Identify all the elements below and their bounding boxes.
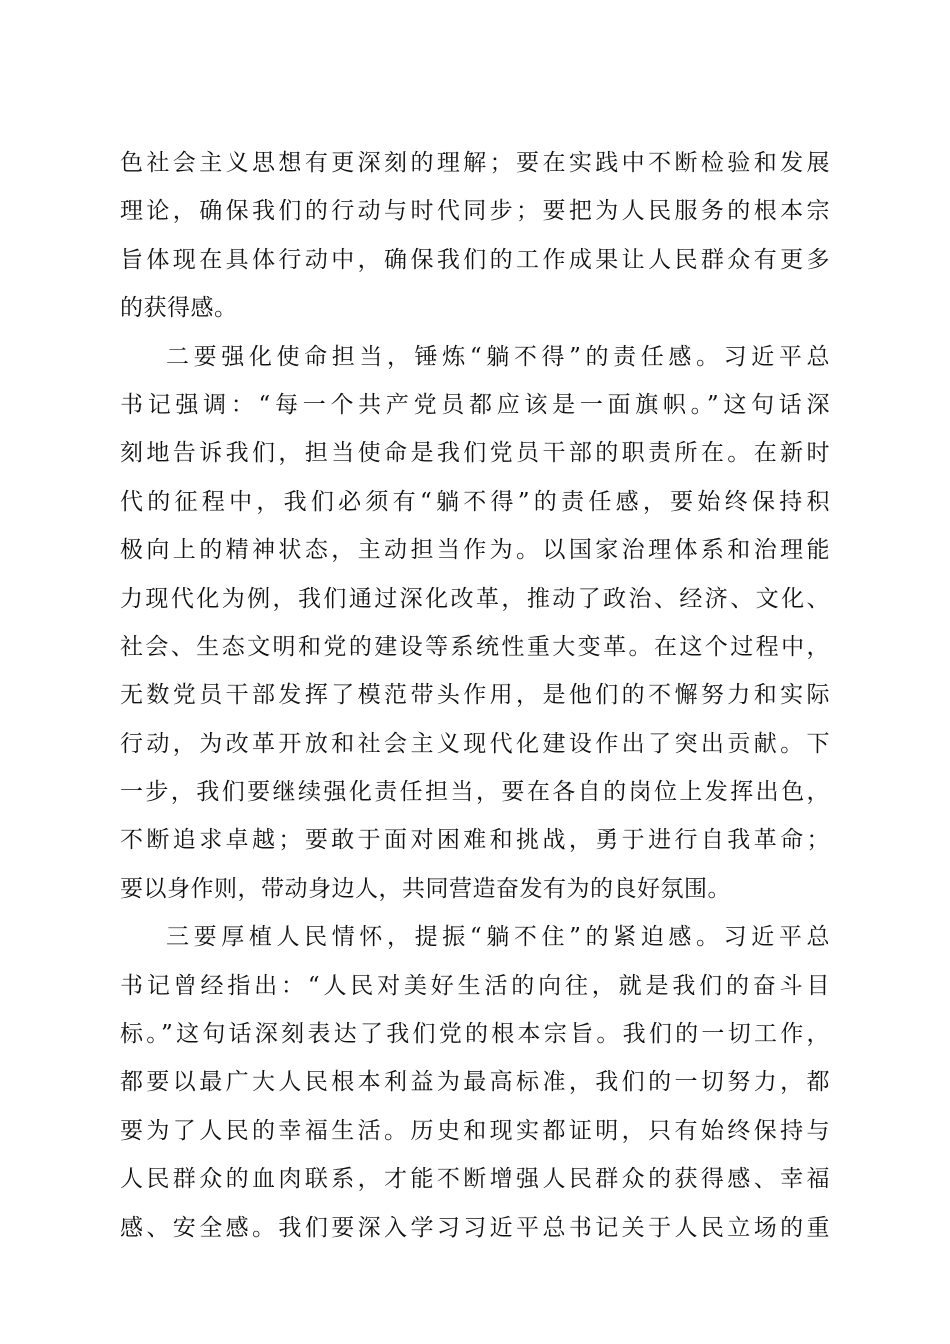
body-text <box>120 139 830 1252</box>
paragraph-start-line: 二要强化使命担当，锤炼“躺不得”的责任感。习近平总 <box>166 343 830 370</box>
text-line: 都要以最广大人民根本利益为最高标准，我们的一切努力，都 <box>120 1069 830 1096</box>
text-line: 书记曾经指出：“人民对美好生活的向往，就是我们的奋斗目 <box>120 972 830 999</box>
text-line: 极向上的精神状态，主动担当作为。以国家治理体系和治理能 <box>120 537 830 564</box>
text-line: 书记强调：“每一个共产党员都应该是一面旗帜。”这句话深 <box>120 391 830 418</box>
text-line: 一步，我们要继续强化责任担当，要在各自的岗位上发挥出色， <box>120 779 830 806</box>
text-line: 行动，为改革开放和社会主义现代化建设作出了突出贡献。下 <box>120 730 830 757</box>
text-line: 代的征程中，我们必须有“躺不得”的责任感，要始终保持积 <box>120 488 830 515</box>
text-line: 的获得感。 <box>120 295 238 322</box>
text-line: 理论，确保我们的行动与时代同步；要把为人民服务的根本宗 <box>120 198 830 225</box>
paragraph-start-line: 三要厚植人民情怀，提振“躺不住”的紧迫感。习近平总 <box>166 924 830 951</box>
text-line: 标。”这句话深刻表达了我们党的根本宗旨。我们的一切工作， <box>120 1021 830 1048</box>
text-line: 不断追求卓越；要敢于面对困难和挑战，勇于进行自我革命； <box>120 827 830 854</box>
text-line: 刻地告诉我们，担当使命是我们党员干部的职责所在。在新时 <box>120 440 830 467</box>
text-line: 感、安全感。我们要深入学习习近平总书记关于人民立场的重 <box>120 1214 830 1241</box>
text-line: 要为了人民的幸福生活。历史和现实都证明，只有始终保持与 <box>120 1117 830 1144</box>
text-line: 力现代化为例，我们通过深化改革，推动了政治、经济、文化、 <box>120 585 830 612</box>
text-line: 人民群众的血肉联系，才能不断增强人民群众的获得感、幸福 <box>120 1166 830 1193</box>
text-line: 色社会主义思想有更深刻的理解；要在实践中不断检验和发展 <box>120 150 830 176</box>
text-line: 无数党员干部发挥了模范带头作用，是他们的不懈努力和实际 <box>120 682 830 709</box>
text-line: 旨体现在具体行动中，确保我们的工作成果让人民群众有更多 <box>120 246 830 273</box>
text-line: 社会、生态文明和党的建设等系统性重大变革。在这个过程中， <box>120 633 830 660</box>
text-line: 要以身作则，带动身边人，共同营造奋发有为的良好氛围。 <box>120 875 731 902</box>
